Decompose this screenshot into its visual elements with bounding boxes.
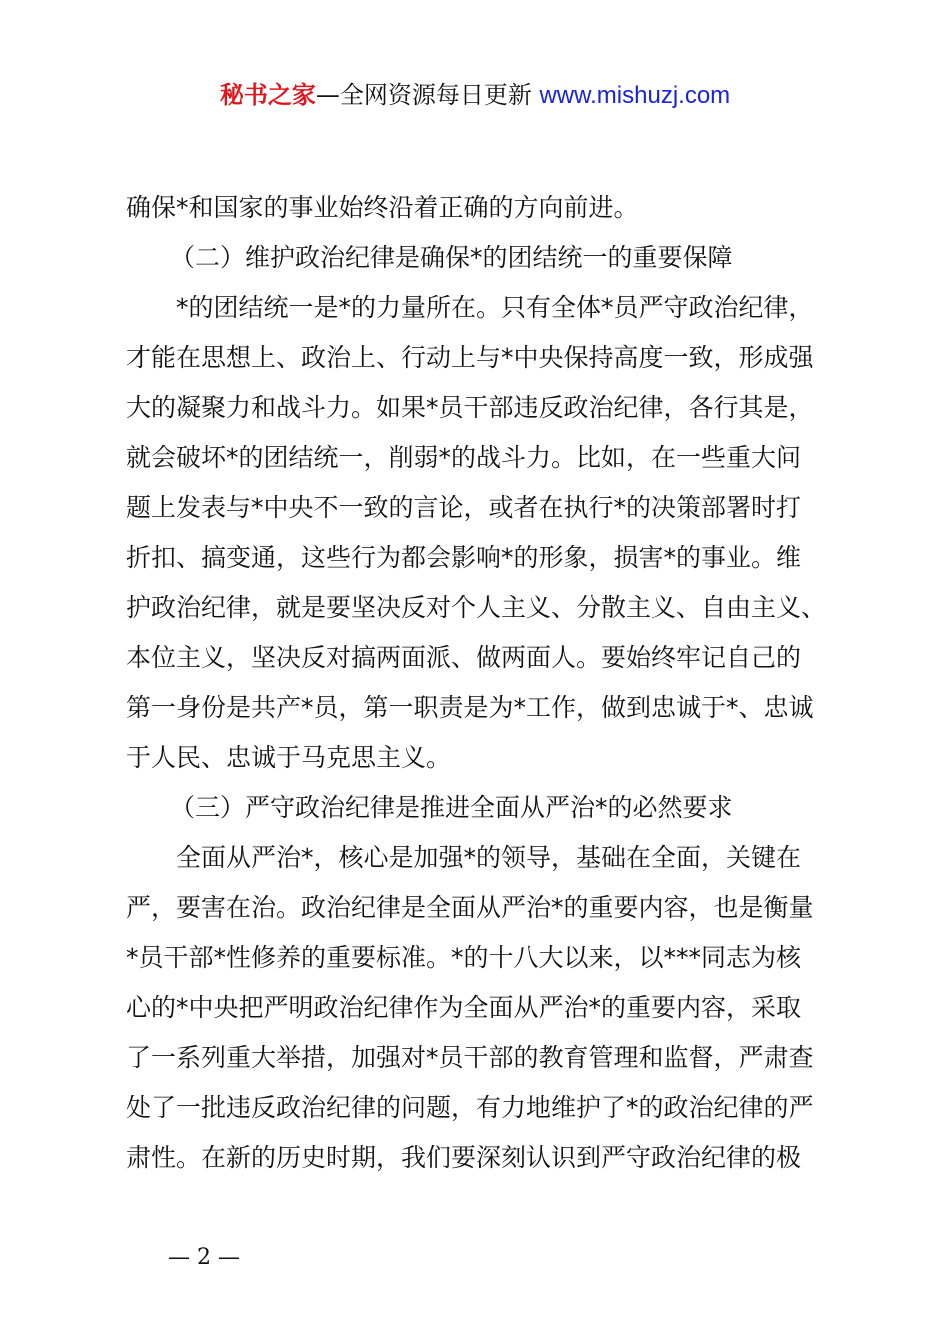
brand-url-link[interactable]: www.mishuzj.com (539, 82, 731, 109)
body-line: 严，要害在治。政治纪律是全面从严治*的重要内容，也是衡量 (126, 893, 814, 922)
body-line: 了一系列重大举措，加强对*员干部的教育管理和监督，严肃查 (126, 1043, 814, 1072)
section-heading-3: （三）严守政治纪律是推进全面从严治*的必然要求 (170, 793, 733, 822)
body-line: 折扣、搞变通，这些行为都会影响*的形象，损害*的事业。维 (126, 543, 802, 572)
body-line: 确保*和国家的事业始终沿着正确的方向前进。 (126, 193, 639, 222)
body-line: 护政治纪律，就是要坚决反对个人主义、分散主义、自由主义、 (126, 593, 827, 622)
paragraph-start: 全面从严治*，核心是加强*的领导，基础在全面，关键在 (176, 843, 802, 872)
section-heading-2: （二）维护政治纪律是确保*的团结统一的重要保障 (170, 243, 733, 272)
body-line: 第一身份是共产*员，第一职责是为*工作，做到忠诚于*、忠诚 (126, 693, 814, 722)
body-line: 才能在思想上、政治上、行动上与*中央保持高度一致，形成强 (126, 343, 814, 372)
site-header (0, 78, 950, 113)
body-line: 于人民、忠诚于马克思主义。 (126, 743, 452, 772)
body-line: 处了一批违反政治纪律的问题，有力地维护了*的政治纪律的严 (126, 1093, 814, 1122)
body-line: *员干部*性修养的重要标准。*的十八大以来，以***同志为核 (126, 943, 802, 972)
paragraph-start: *的团结统一是*的力量所在。只有全体*员严守政治纪律， (176, 293, 814, 322)
body-line: 题上发表与*中央不一致的言论，或者在执行*的决策部署时打 (126, 493, 802, 522)
body-line: 肃性。在新的历史时期，我们要深刻认识到严守政治纪律的极 (126, 1143, 802, 1172)
page-number: — 2 — (168, 1245, 240, 1270)
document-body (126, 183, 836, 1183)
body-line: 心的*中央把严明政治纪律作为全面从严治*的重要内容，采取 (126, 993, 802, 1022)
body-line: 就会破坏*的团结统一，削弱*的战斗力。比如，在一些重大问 (126, 443, 802, 472)
body-line: 大的凝聚力和战斗力。如果*员干部违反政治纪律，各行其是， (126, 393, 814, 422)
brand-name: 秘书之家 (219, 81, 316, 109)
brand-tagline: —全网资源每日更新 (315, 81, 540, 109)
body-line: 本位主义，坚决反对搞两面派、做两面人。要始终牢记自己的 (126, 643, 802, 672)
